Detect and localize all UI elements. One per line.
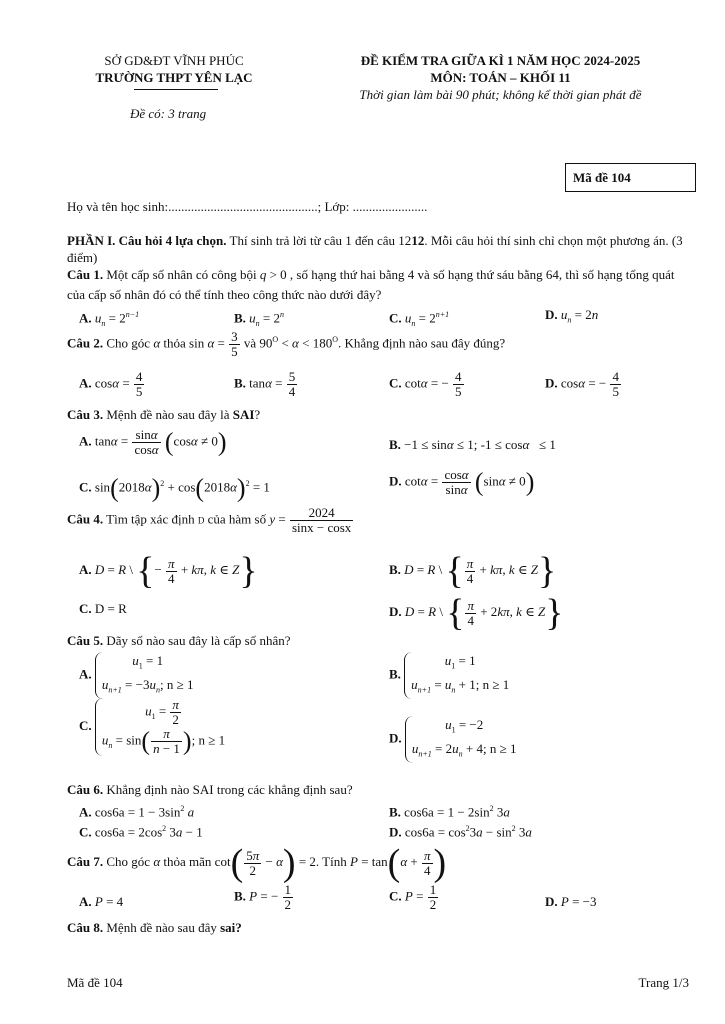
footer-exam-code: Mã đề 104	[67, 975, 123, 990]
q1-option-b[interactable]: B. $u_n = 2^n$	[234, 310, 285, 328]
q2-option-a[interactable]: A. cosα = $\frac{4}{5}$	[79, 369, 143, 399]
q2-option-d[interactable]: D. cosα = − $\frac{4}{5}$	[545, 369, 619, 399]
school-underline	[134, 89, 218, 90]
exam-title: ĐỀ KIỂM TRA GIỮA KÌ 1 NĂM HỌC 2024-2025	[360, 53, 641, 68]
q4-option-d[interactable]: D. D = R \ { $\frac{\pi}{4}$ + 2kπ, k ∈ Z}	[389, 592, 564, 634]
q6-option-b[interactable]: B. $\cos 6a = 1 - 2\sin^2$ 3a	[389, 804, 510, 820]
q7-option-a[interactable]: A. P = 4	[79, 894, 124, 909]
school-name: TRƯỜNG THPT YÊN LẠC	[95, 70, 253, 85]
part1-title: PHẦN I. Câu hỏi 4 lựa chọn.	[67, 233, 227, 248]
q7-option-b[interactable]: B. P = − $\frac{1}{2}$	[234, 882, 292, 912]
subject: MÔN: TOÁN – KHỐI 11	[430, 70, 571, 85]
question-4: Câu 4. Tìm tập xác định D của hàm số y = $\frac{2024}{\sin x - \cos x}$	[67, 505, 352, 535]
q3-option-d[interactable]: D. cotα = $\frac{\cos\alpha}{\sin\alpha}$ (sinα ≠ 0)	[389, 467, 535, 497]
q5-option-c[interactable]: C. $u_1$ = $\frac{\pi}{2}$ $u_n = \sin$( $\frac{\pi}{n - 1}$ ); n ≥ 1	[79, 697, 226, 756]
q6-option-d[interactable]: D. $\cos 6a = \cos^23a - \sin^2 3a$	[389, 824, 532, 840]
part1-instructions: PHẦN I. Câu hỏi 4 lựa chọn. Thí sinh trả lời từ câu 1 đến câu 1212. Mỗi câu hỏi thí sinh chỉ chọn một phương án. (3 điểm)	[67, 233, 683, 265]
q7-option-c[interactable]: C. P = $\frac{1}{2}$	[389, 882, 437, 912]
exam-code-box: Mã đề 104	[565, 163, 696, 192]
q3-option-c[interactable]: C. $\sin(2018\alpha)^2 + \cos(2018\alpha)^2 = 1$	[79, 473, 270, 503]
header-right	[318, 52, 683, 103]
question-7: Câu 7. Cho góc α thỏa mãn cot( $\frac{5\pi}{2}$ − α) = 2. Tính P = tan(α + $\frac{\pi}{4}$ )	[67, 842, 447, 884]
student-info-line: Họ và tên học sinh:..............................................; Lớp: .......................	[67, 199, 428, 214]
header-left	[70, 52, 278, 86]
time-note: Thời gian làm bài 90 phút; không kể thời gian phát đề	[359, 87, 642, 102]
q3-option-b[interactable]: B. −1 ≤ sinα ≤ 1; -1 ≤ cosα ≤ 1	[389, 437, 556, 452]
q4-option-c[interactable]: C. D = R	[79, 601, 127, 616]
question-8: Câu 8. Mệnh đề nào sau đây sai?	[67, 920, 242, 935]
footer-page-number: Trang 1/3	[638, 975, 689, 990]
q1-option-c[interactable]: C. $u_n = 2^{n+1}$	[389, 310, 450, 328]
q6-option-c[interactable]: C. $\cos 6a = 2\cos^2$ 3a − 1	[79, 824, 203, 840]
q5-option-b[interactable]: B. $u_1 = 1$ $u_{n+1} = u_n + 1$; n ≥ 1	[389, 652, 509, 699]
q2-option-b[interactable]: B. tanα = $\frac{5}{4}$	[234, 369, 296, 399]
q5-option-d[interactable]: D. $u_1 = -2$ $u_{n+1} = 2u_n + 4$; n ≥ 1	[389, 716, 516, 763]
q2-option-c[interactable]: C. cotα = − $\frac{4}{5}$	[389, 369, 462, 399]
pages-note: Đề có: 3 trang	[130, 106, 207, 121]
question-1: Câu 1. Một cấp số nhân có công bội q > 0 , số hạng thứ hai bằng 4 và số hạng thứ sáu bằng 64, thì số hạng tổng quát của cấp số nhân đó có thể tính theo công thức nào dưới đây?	[67, 267, 675, 302]
question-3: Câu 3. Mệnh đề nào sau đây là SAI?	[67, 407, 261, 422]
q1-option-a[interactable]: A. $u_n = 2^{n-1}$	[79, 310, 140, 328]
q7-option-d[interactable]: D. P = −3	[545, 894, 597, 909]
q5-option-a[interactable]: A. $u_1 = 1$ $u_{n+1} = -3u_n$; n ≥ 1	[79, 652, 193, 699]
question-2: Câu 2. Cho góc α thỏa sin α = $\frac{3}{5}$ và $90^O < \alpha < 180^O$. Khẳng định nào sau đây đúng?	[67, 329, 506, 359]
q3-option-a[interactable]: A. tanα = $\frac{\sin\alpha}{\cos\alpha}$ (cosα ≠ 0)	[79, 427, 227, 457]
dept-name: SỞ GD&ĐT VĨNH PHÚC	[104, 53, 244, 68]
question-6: Câu 6. Khẳng định nào SAI trong các khẳng định sau?	[67, 782, 353, 797]
q4-option-a[interactable]: A. D = R \ {− $\frac{\pi}{4}$ + kπ, k ∈ Z}	[79, 550, 258, 592]
q1-option-d[interactable]: D. $u_n = 2n$	[545, 307, 599, 325]
q4-option-b[interactable]: B. D = R \ { $\frac{\pi}{4}$ + kπ, k ∈ Z}	[389, 550, 557, 592]
question-5: Câu 5. Dãy số nào sau đây là cấp số nhân?	[67, 633, 291, 648]
q6-option-a[interactable]: A. $\cos 6a = 1 - 3\sin^2$ a	[79, 804, 195, 820]
